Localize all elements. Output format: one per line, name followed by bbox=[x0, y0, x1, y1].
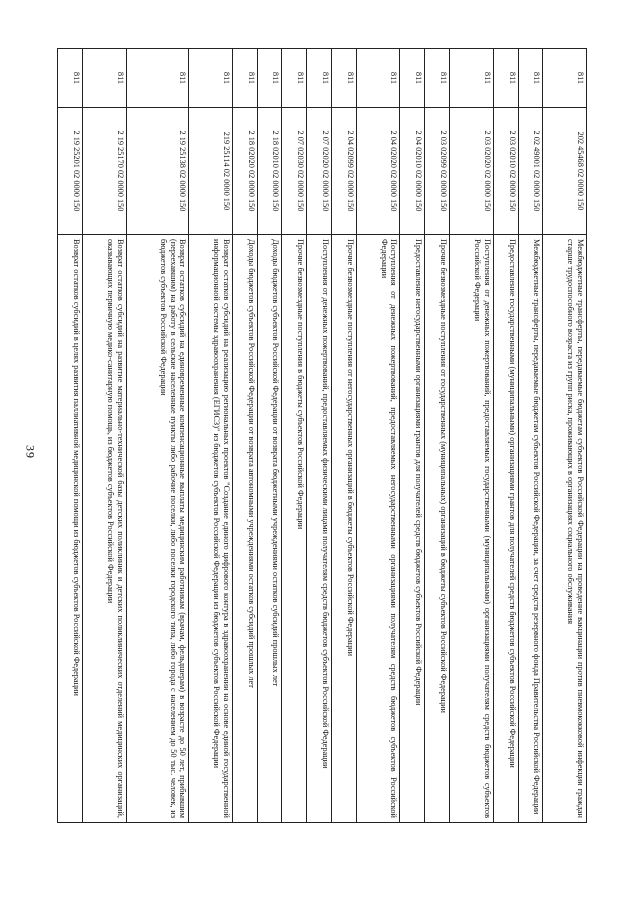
budget-code-cell: 2 04 02020 02 0000 150 bbox=[356, 108, 400, 235]
admin-code-cell: 811 bbox=[282, 49, 307, 108]
admin-code-cell: 811 bbox=[400, 49, 425, 108]
budget-code-cell: 2 04 02099 02 0000 150 bbox=[332, 108, 357, 235]
income-name-cell: Межбюджетные трансферты, передаваемые бюджетам субъектов Российской Федерации на проведение вакцинации против пневмококковой инфекции граждан старше трудоспособного возраста из групп риска, проживающих в организациях социального обслуживания bbox=[543, 235, 587, 823]
budget-code-cell: 2 19 25138 02 0000 150 bbox=[126, 108, 189, 235]
income-name-cell: Возврат остатков субсидий в целях развития паллиативной медицинской помощи из бюджетов субъектов Российской Федерации bbox=[58, 235, 83, 823]
table-row bbox=[356, 49, 400, 823]
table-row bbox=[450, 49, 494, 823]
table-body bbox=[58, 49, 587, 823]
budget-code-cell: 2 18 02010 02 0000 150 bbox=[257, 108, 282, 235]
budget-code-cell: 2 07 02020 02 0000 150 bbox=[307, 108, 332, 235]
budget-code-cell: 2 18 02020 02 0000 150 bbox=[232, 108, 257, 235]
income-name-cell: Прочие безвозмездные поступления от государственных (муниципальных) организаций в бюджеты субъектов Российской Федерации bbox=[425, 235, 450, 823]
table-row bbox=[282, 49, 307, 823]
table-row bbox=[82, 49, 126, 823]
admin-code-cell: 811 bbox=[232, 49, 257, 108]
admin-code-cell: 811 bbox=[307, 49, 332, 108]
income-name-cell: Прочие безвозмездные поступления в бюджеты субъектов Российской Федерации bbox=[282, 235, 307, 823]
page-number: 39 bbox=[23, 445, 38, 459]
budget-code-cell: 2 07 02030 02 0000 150 bbox=[282, 108, 307, 235]
table-row bbox=[189, 49, 233, 823]
income-name-cell: Предоставление негосударственными организациями грантов для получателей средств бюджетов субъектов Российской Федерации bbox=[400, 235, 425, 823]
rotated-page-content bbox=[57, 48, 587, 823]
table-row bbox=[257, 49, 282, 823]
admin-code-cell: 811 bbox=[332, 49, 357, 108]
income-name-cell: Поступления от денежных пожертвований, предоставляемых физическими лицами получателям средств бюджетов субъектов Российской Федерации bbox=[307, 235, 332, 823]
income-name-cell: Возврат остатков субсидий на единовременные компенсационные выплаты медицинским работникам (врачам, фельдшерам) в возрасте до 50 лет, прибывшим (переехавшим) на работу в сельские населенные пункты либо рабочие поселки, либо поселки городского типа, либо города с населением до 50 тыс. человек, из бюджетов субъектов Российской Федерации bbox=[126, 235, 189, 823]
income-name-cell: Поступления от денежных пожертвований, предоставляемых государственными (муниципальными) организациями получателям средств бюджетов субъектов Российской Федерации bbox=[450, 235, 494, 823]
admin-code-cell: 811 bbox=[356, 49, 400, 108]
admin-code-cell: 811 bbox=[82, 49, 126, 108]
budget-code-cell: 2 19 25201 02 0000 150 bbox=[58, 108, 83, 235]
table-row bbox=[232, 49, 257, 823]
admin-code-cell: 811 bbox=[425, 49, 450, 108]
budget-code-cell: 2 02 49001 02 0000 150 bbox=[518, 108, 543, 235]
income-name-cell: Предоставление государственными (муниципальными) организациями грантов для получателей средств бюджетов субъектов Российской Федерации bbox=[493, 235, 518, 823]
income-name-cell: Прочие безвозмездные поступления от негосударственных организаций в бюджеты субъектов Российской Федерации bbox=[332, 235, 357, 823]
admin-code-cell: 811 bbox=[493, 49, 518, 108]
admin-code-cell: 811 bbox=[543, 49, 587, 108]
budget-code-cell: 2 03 02020 02 0000 150 bbox=[450, 108, 494, 235]
table-row bbox=[425, 49, 450, 823]
income-name-cell: Возврат остатков субсидий на развитие материально-технической базы детских поликлиник и детских поликлинических отделений медицинских организаций, оказывающих первичную медико-санитарную помощь, из бюджетов субъектов Российской Федерации bbox=[82, 235, 126, 823]
admin-code-cell: 811 bbox=[126, 49, 189, 108]
admin-code-cell: 811 bbox=[257, 49, 282, 108]
revenue-codes-table bbox=[57, 48, 587, 823]
income-name-cell: Доходы бюджетов субъектов Российской Федерации от возврата бюджетными учреждениями остатков субсидий прошлых лет bbox=[257, 235, 282, 823]
budget-code-cell: 2 19 25170 02 0000 150 bbox=[82, 108, 126, 235]
admin-code-cell: 811 bbox=[58, 49, 83, 108]
budget-code-cell: 2 03 02010 02 0000 150 bbox=[493, 108, 518, 235]
table-row bbox=[518, 49, 543, 823]
admin-code-cell: 811 bbox=[189, 49, 233, 108]
income-name-cell: Доходы бюджетов субъектов Российской Федерации от возврата автономными учреждениями остатков субсидий прошлых лет bbox=[232, 235, 257, 823]
table-row bbox=[126, 49, 189, 823]
admin-code-cell: 811 bbox=[518, 49, 543, 108]
table-row bbox=[543, 49, 587, 823]
income-name-cell: Возврат остатков субсидий на реализацию региональных проектов "Создание единого цифрового контура в здравоохранении на основе единой государственной информационной системы здравоохранения (ЕГИСЗ)" из бюджетов субъектов Российской Федерации из бюджетов субъектов Российской Федерации bbox=[189, 235, 233, 823]
table-row bbox=[307, 49, 332, 823]
budget-code-cell: 202 45468 02 0000 150 bbox=[543, 108, 587, 235]
table-row bbox=[332, 49, 357, 823]
budget-code-cell: 219 25114 02 0000 150 bbox=[189, 108, 233, 235]
income-name-cell: Межбюджетные трансферты, передаваемые бюджетам субъектов Российской Федерации, за счет средств резервного фонда Правительства Российской Федерации bbox=[518, 235, 543, 823]
admin-code-cell: 811 bbox=[450, 49, 494, 108]
income-name-cell: Поступления от денежных пожертвований, предоставляемых негосударственными организациями получателям средств бюджетов субъектов Российской Федерации bbox=[356, 235, 400, 823]
budget-code-cell: 2 03 02099 02 0000 150 bbox=[425, 108, 450, 235]
table-row bbox=[400, 49, 425, 823]
table-row bbox=[58, 49, 83, 823]
budget-code-cell: 2 04 02010 02 0000 150 bbox=[400, 108, 425, 235]
table-row bbox=[493, 49, 518, 823]
